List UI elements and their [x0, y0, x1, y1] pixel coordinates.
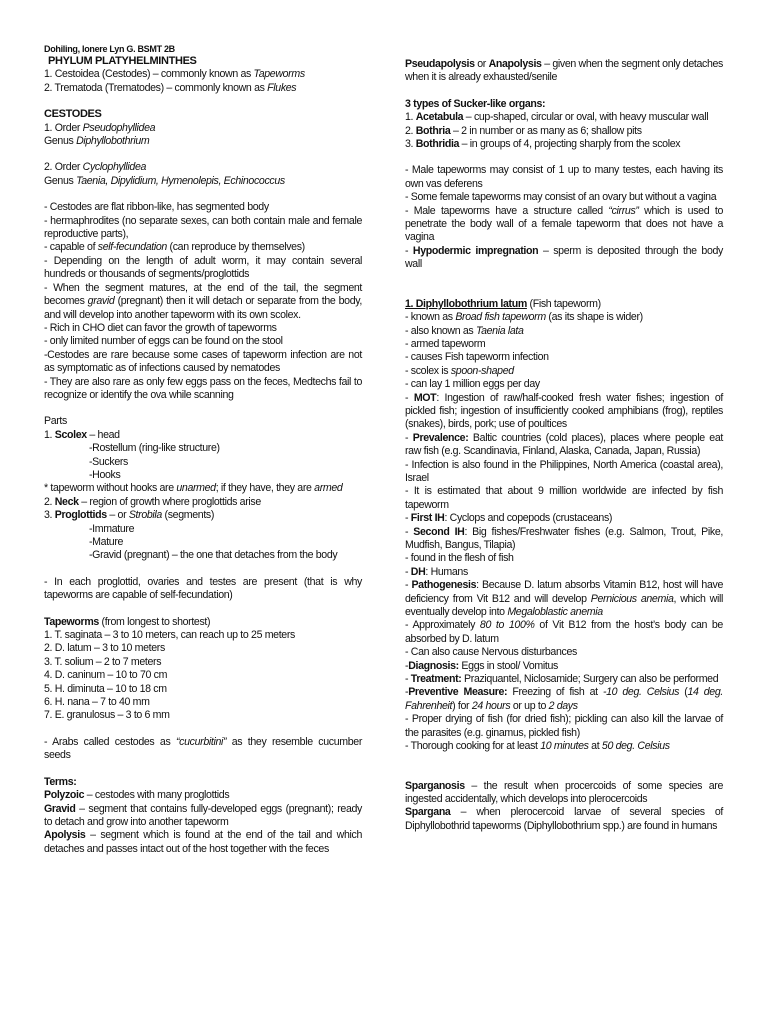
fact-line: - only limited number of eggs can be found on the stool	[44, 335, 283, 348]
tapeworm-item: 2. D. latum – 3 to 10 meters	[44, 642, 165, 655]
arabs-note: - Arabs called cestodes as “cucurbitini” as they resemble cucumber seeds	[44, 735, 363, 762]
tapeworm-item: 7. E. granulosus – 3 to 6 mm	[44, 709, 170, 722]
repro-line: - Male tapeworms may consist of 1 up to many testes, each having its own vas deferens	[405, 164, 723, 190]
tapeworm-item: 5. H. diminuta – 10 to 18 cm	[44, 682, 167, 695]
dlatum-line: - scolex is spoon-shaped	[405, 364, 514, 377]
fact-line: - When the segment matures, at the end of the tail, the segment becomes gravid (pregnant) then it will detach or separate from the body, and will develop into another tapeworm with its own scolex.	[44, 281, 362, 321]
tapeworm-item: 6. H. nana – 7 to 40 mm	[44, 696, 150, 709]
ovary-note: - In each proglottid, ovaries and testes are present (that is why tapeworms are capable of self-fecundation)	[44, 575, 362, 602]
scolex-sub: -Suckers	[89, 455, 128, 468]
dlatum-line: - Approximately 80 to 100% of Vit B12 from the host’s body can be absorbed by D. latum	[405, 619, 723, 645]
proglottid-sub: -Immature	[89, 522, 135, 535]
class-item: 2. Trematoda (Trematodes) – commonly known as Flukes	[44, 81, 297, 94]
suckers-heading: 3 types of Sucker-like organs:	[405, 97, 546, 110]
repro-line: - Hypodermic impregnation – sperm is deposited through the body wall	[405, 244, 723, 271]
term-gravid: Gravid – segment that contains fully-developed eggs (pregnant); ready to detach and grow into another tapeworm	[44, 802, 362, 828]
dlatum-line: - found in the flesh of fish	[405, 552, 514, 565]
order-2-genus: Genus Taenia, Dipylidium, Hymenolepis, Echinococcus	[44, 174, 285, 187]
class-item: 1. Cestoidea (Cestodes) – commonly known as Tapeworms	[44, 68, 305, 81]
page-title: PHYLUM PLATYHELMINTHES	[48, 55, 197, 67]
cestodes-heading: CESTODES	[44, 108, 102, 121]
dlatum-line: - Thorough cooking for at least 10 minutes at 50 deg. Celsius	[405, 740, 670, 753]
fact-line: - capable of self-fecundation (can reproduce by themselves)	[44, 241, 305, 254]
order-1-genus: Genus Diphyllobothrium	[44, 135, 150, 148]
dlatum-line: - It is estimated that about 9 million worldwide are infected by fish tapeworm	[405, 485, 723, 511]
dlatum-treatment: - Treatment: Praziquantel, Niclosamide; Surgery can also be performed	[405, 673, 719, 686]
fact-line: - Cestodes are flat ribbon-like, has segmented body	[44, 201, 269, 214]
terms-heading: Terms:	[44, 775, 77, 788]
parts-heading: Parts	[44, 415, 67, 428]
dlatum-prevalence: - Prevalence: Baltic countries (cold places), places where people eat raw fish (e.g. Scandinavia, Finland, Alaska, Canada, Japan, Russia)	[405, 431, 723, 458]
term-polyzoic: Polyzoic – cestodes with many proglottids	[44, 789, 230, 802]
dlatum-dh: - DH: Humans	[405, 565, 468, 578]
fact-line: -Cestodes are rare because some cases of tapeworm infection are not as symptomatic as of infections caused by nematodes	[44, 348, 362, 375]
dlatum-line: - Can also cause Nervous disturbances	[405, 646, 577, 659]
sucker-acetabula: 1. Acetabula – cup-shaped, circular or oval, with heavy muscular wall	[405, 111, 709, 124]
hooks-note: * tapeworm without hooks are unarmed; if they have, they are armed	[44, 482, 343, 495]
tapeworm-item: 3. T. solium – 2 to 7 meters	[44, 655, 162, 668]
author-line: Dohiling, Ionere Lyn G. BSMT 2B	[44, 44, 175, 54]
fact-line: - Depending on the length of adult worm, it may contain several hundreds or thousands of segments/proglottids	[44, 254, 362, 281]
dlatum-line: - can lay 1 million eggs per day	[405, 378, 540, 391]
dlatum-pathogenesis: - Pathogenesis: Because D. latum absorbs Vitamin B12, host will have deficiency from Vit B12 and will develop Pernicious anemia, which will eventually develop into Megaloblastic anemia	[405, 579, 723, 619]
right-column	[405, 58, 723, 833]
scolex-sub: -Hooks	[89, 468, 121, 481]
dlatum-line: - Infection is also found in the Philippines, North America (coastal area), Israel	[405, 458, 723, 484]
term-apolysis: Apolysis – segment which is found at the end of the tail and which detaches and passes intact out of the host together with the feces	[44, 829, 362, 855]
part-neck: 2. Neck – region of growth where proglottids arise	[44, 495, 261, 508]
dlatum-second-ih: - Second IH: Big fishes/Freshwater fishes (e.g. Salmon, Trout, Pike, Mudfish, Bangus, Tilapia)	[405, 525, 723, 551]
dlatum-preventive: -Preventive Measure: Freezing of fish at -10 deg. Celsius (14 deg. Fahrenheit) for 24 hours or up to 2 days	[405, 686, 723, 712]
proglottid-sub: -Mature	[89, 536, 124, 548]
dlatum-mot: - MOT: Ingestion of raw/half-cooked fresh water fishes; ingestion of pickled fish; ingestion of insufficiently cooked amphibians (frog), reptiles (snakes), birds, pork; use of poultices	[405, 391, 723, 431]
term-pseudapolysis: Pseudapolysis or Anapolysis – given when the segment only detaches when it is already exhausted/senile	[405, 58, 723, 84]
sparganosis-def: Sparganosis – the result when procercoids of some species are ingested accidentally, which develops into plerocercoids	[405, 779, 723, 805]
order-1: 1. Order Pseudophyllidea	[44, 121, 156, 134]
fact-line: - hermaphrodites (no separate sexes, can both contain male and female reproductive parts),	[44, 214, 362, 241]
spargana-def: Spargana – when plerocercoid larvae of several species of Diphyllobothrid tapeworms (Diphyllobothrium spp.) are found in humans	[405, 806, 723, 832]
tapeworm-item: 1. T. saginata – 3 to 10 meters, can reach up to 25 meters	[44, 629, 295, 642]
fact-line: - They are also rare as only few eggs pass on the feces, Medtechs fail to recognize or identify the ova while scanning	[44, 375, 362, 401]
tapeworm-item: 4. D. caninum – 10 to 70 cm	[44, 669, 168, 682]
part-proglottids: 3. Proglottids – or Strobila (segments)	[44, 509, 215, 522]
dlatum-first-ih: - First IH: Cyclops and copepods (crustaceans)	[405, 512, 613, 525]
dlatum-title: 1. Diphyllobothrium latum (Fish tapeworm)	[405, 297, 601, 310]
proglottid-sub: -Gravid (pregnant) – the one that detaches from the body	[89, 549, 338, 562]
dlatum-diagnosis: -Diagnosis: Eggs in stool/ Vomitus	[405, 659, 558, 672]
dlatum-line: - Proper drying of fish (for dried fish); pickling can also kill the larvae of the parasites (e.g. ginamus, pickled fish)	[405, 713, 723, 739]
left-column	[44, 44, 362, 856]
sucker-bothria: 2. Bothria – 2 in number or as many as 6; shallow pits	[405, 124, 642, 137]
tapeworms-heading: Tapeworms (from longest to shortest)	[44, 615, 211, 628]
repro-line: - Some female tapeworms may consist of an ovary but without a vagina	[405, 191, 717, 204]
dlatum-line: - armed tapeworm	[405, 337, 486, 350]
repro-line: - Male tapeworms have a structure called “cirrus” which is used to penetrate the body wall of a female tapeworm that does not have a vagina	[405, 204, 724, 244]
order-2: 2. Order Cyclophyllidea	[44, 161, 147, 174]
dlatum-line: - causes Fish tapeworm infection	[405, 351, 549, 364]
fact-line: - Rich in CHO diet can favor the growth of tapeworms	[44, 321, 277, 334]
scolex-sub: -Rostellum (ring-like structure)	[89, 442, 220, 455]
sucker-bothridia: 3. Bothridia – in groups of 4, projecting sharply from the scolex	[405, 138, 681, 151]
dlatum-line: - also known as Taenia lata	[405, 324, 524, 337]
dlatum-line: - known as Broad fish tapeworm (as its shape is wider)	[405, 311, 643, 324]
part-scolex: 1. Scolex – head	[44, 428, 120, 441]
